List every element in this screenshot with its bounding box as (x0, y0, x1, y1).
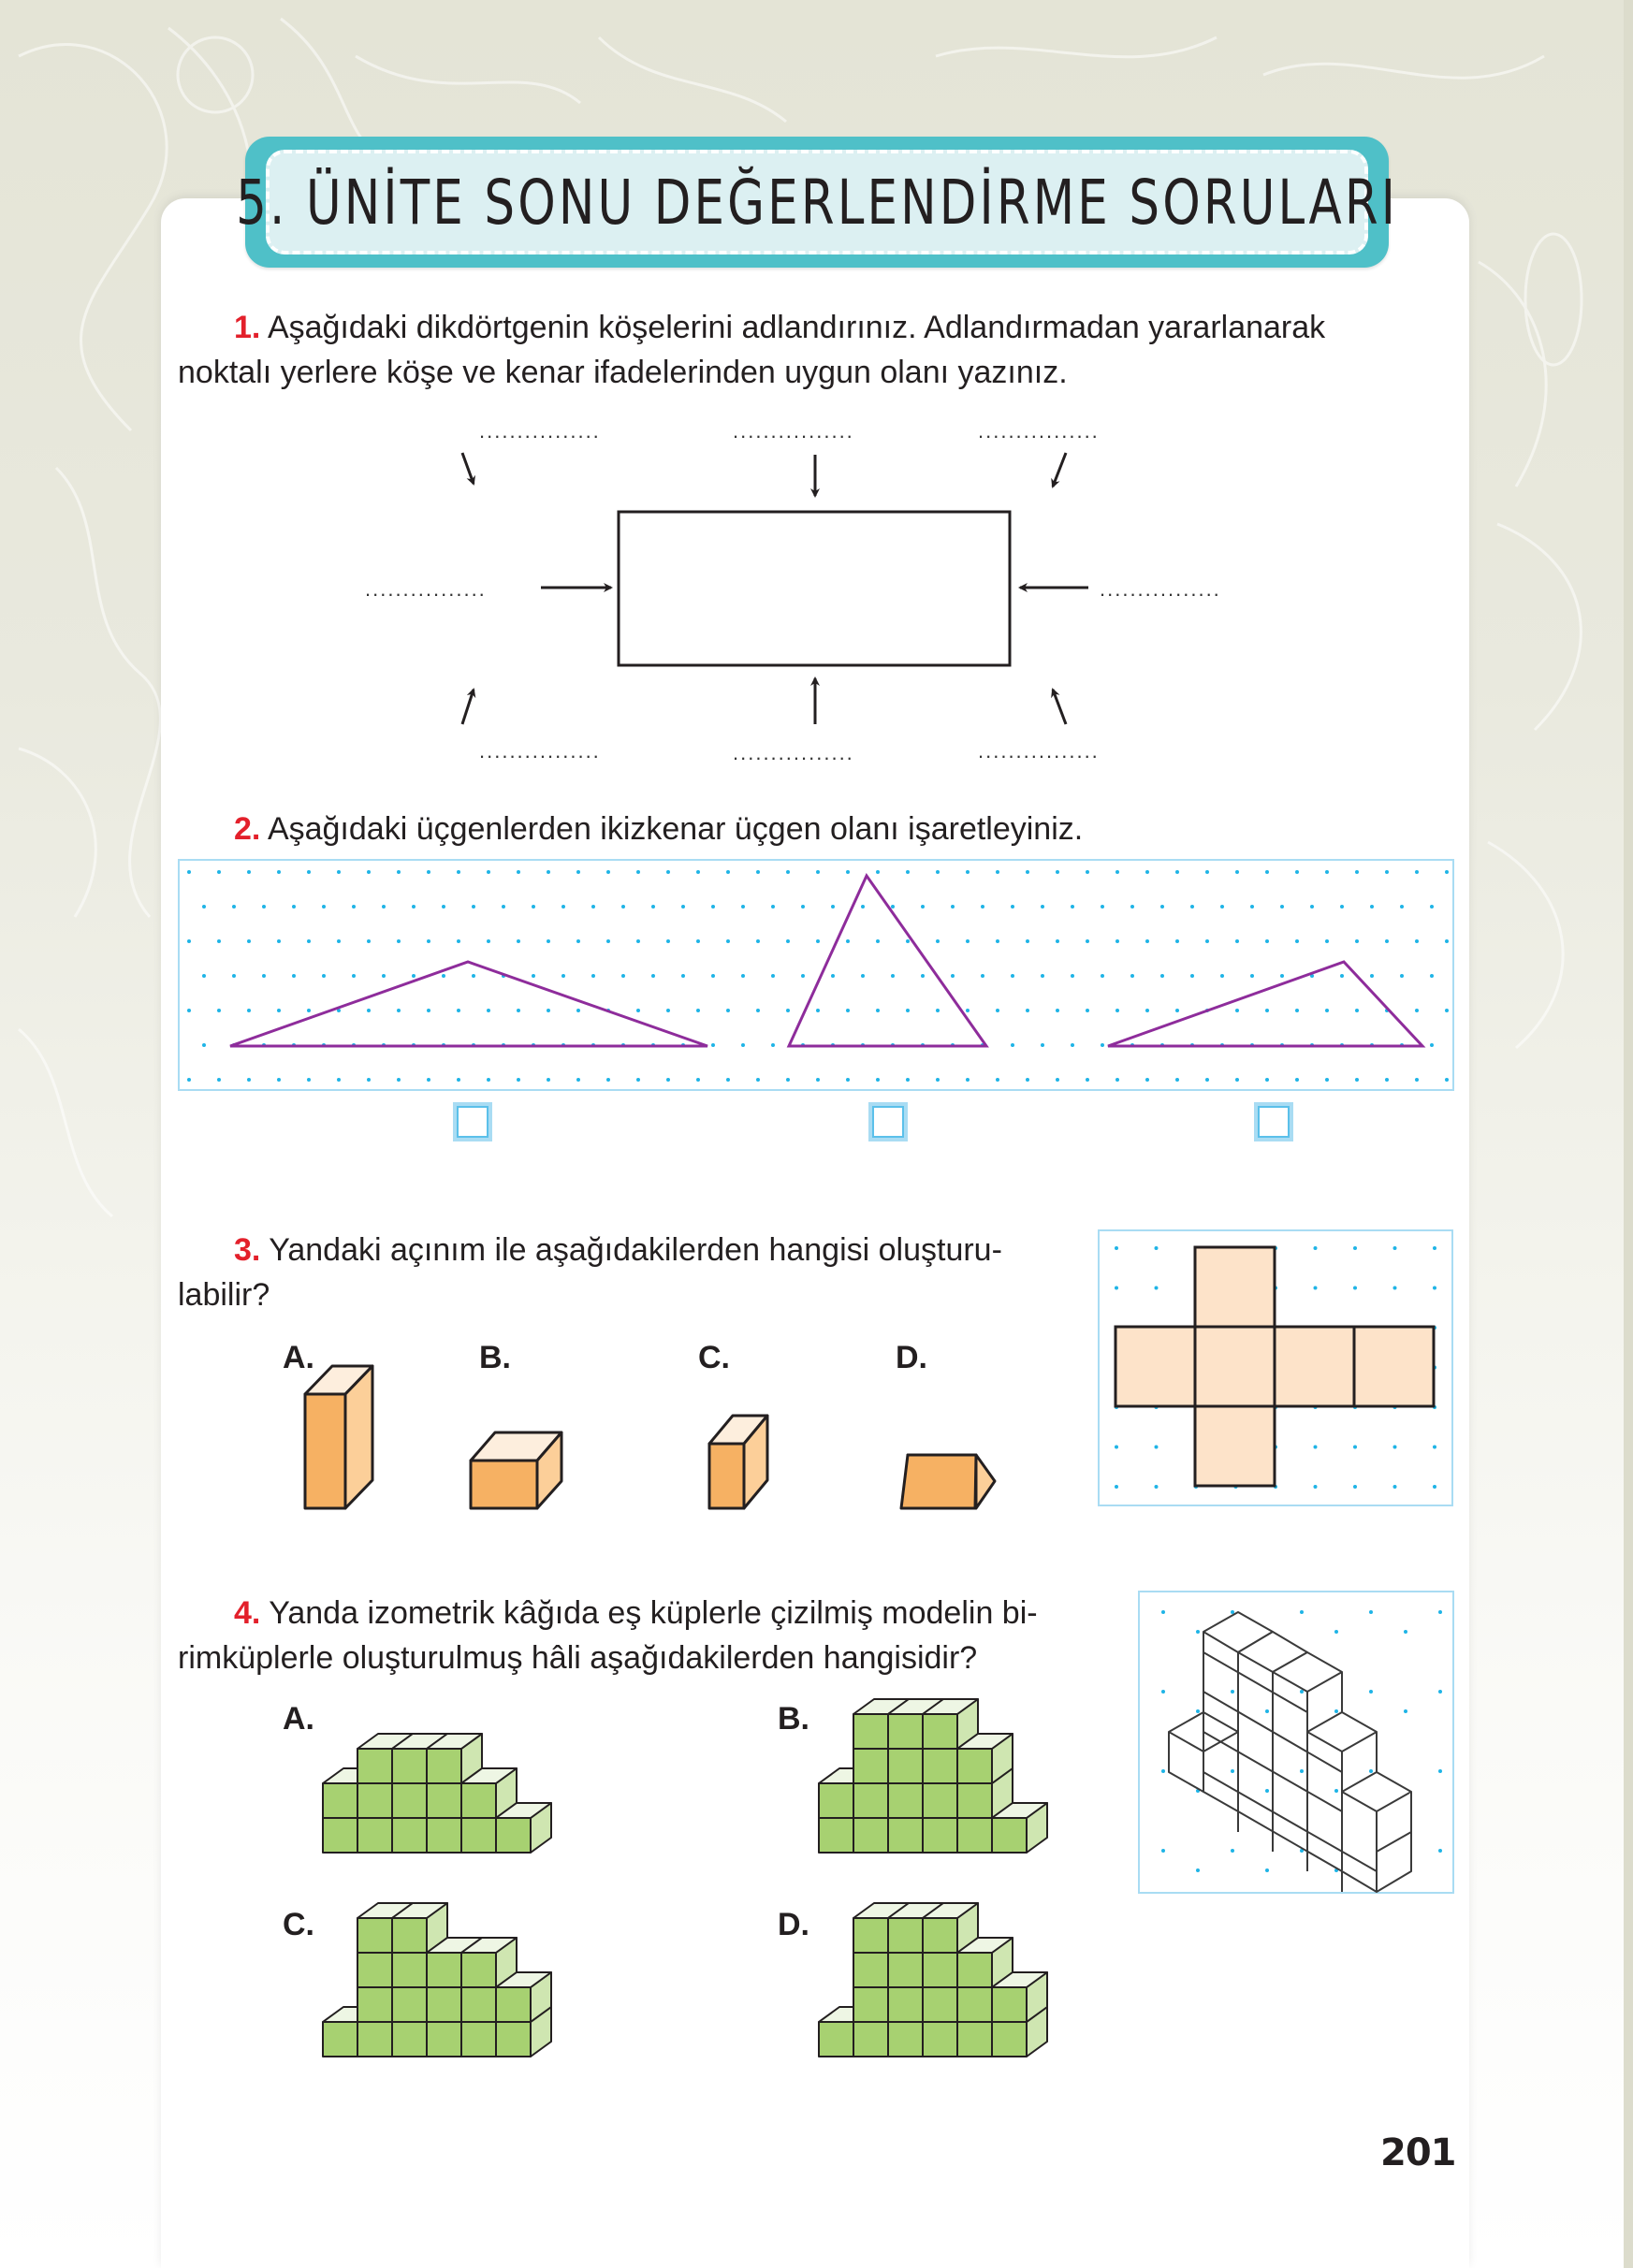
blank-left[interactable]: ................ (365, 577, 487, 601)
question-2-text (234, 807, 1451, 851)
checkbox-triangle-2[interactable] (868, 1102, 908, 1141)
dot-grid-triangles (178, 859, 1454, 1091)
q3-option-d-label[interactable]: D. (896, 1340, 927, 1375)
q4-option-c-label[interactable]: C. (283, 1907, 314, 1942)
q3-option-a-label[interactable]: A. (283, 1340, 314, 1375)
question-4-line1: Yanda izometrik kâğıda eş küplerle çizilmiş modelin bi- (269, 1595, 1038, 1631)
checkbox-triangle-1[interactable] (453, 1102, 492, 1141)
solid-option-d (901, 1455, 995, 1508)
solid-option-b (471, 1432, 561, 1508)
blank-top-left[interactable]: ................ (479, 419, 601, 443)
page-number: 201 (1380, 2131, 1456, 2174)
q4-option-a-label[interactable]: A. (283, 1701, 314, 1737)
question-1-line2: noktalı yerlere köşe ve kenar ifadelerinden uygun olanı yazınız. (178, 355, 1068, 390)
question-2-prompt: Aşağıdaki üçgenlerden ikizkenar üçgen olanı işaretleyiniz. (267, 811, 1084, 847)
blank-right[interactable]: ................ (1100, 577, 1221, 601)
question-3-number: 3. (234, 1232, 261, 1268)
question-1-number: 1. (234, 310, 261, 345)
rectangle-shape (619, 512, 1010, 665)
q4-option-d-cubes[interactable] (819, 1907, 1062, 2066)
q4-option-c-cubes[interactable] (323, 1907, 566, 2066)
blank-top-right[interactable]: ................ (978, 419, 1100, 443)
rectangle-diagram (0, 0, 1633, 842)
q3-option-b-label[interactable]: B. (479, 1340, 511, 1375)
question-3-line1: Yandaki açınım ile aşağıdakilerden hangisi oluşturu- (269, 1232, 1002, 1268)
cube-net (1098, 1229, 1453, 1506)
question-1-line1: Aşağıdaki dikdörtgenin köşelerini adlandırınız. Adlandırmadan yararlanarak (267, 310, 1326, 345)
question-4-number: 4. (234, 1595, 261, 1631)
blank-bottom-right[interactable]: ................ (978, 739, 1100, 763)
question-2-number: 2. (234, 811, 261, 847)
page-title: 5. ÜNİTE SONU DEĞERLENDİRME SORULARI (236, 166, 1398, 239)
q4-option-a-cubes[interactable] (323, 1703, 566, 1862)
q3-option-c-label[interactable]: C. (698, 1340, 730, 1375)
checkbox-triangle-3[interactable] (1254, 1102, 1293, 1141)
q4-option-b-label[interactable]: B. (778, 1701, 809, 1737)
q4-option-d-label[interactable]: D. (778, 1907, 809, 1942)
solid-option-a (305, 1366, 372, 1508)
blank-top-middle[interactable]: ................ (733, 419, 854, 443)
isometric-model (1138, 1591, 1454, 1894)
question-3-text (178, 1228, 1076, 1272)
blank-bottom-left[interactable]: ................ (479, 739, 601, 763)
solid-option-c (709, 1416, 767, 1508)
q4-option-b-cubes[interactable] (819, 1703, 1062, 1862)
question-3-line2: labilir? (178, 1277, 270, 1313)
blank-bottom-middle[interactable]: ................ (733, 741, 854, 764)
question-4-line2: rimküplerle oluşturulmuş hâli aşağıdakilerden hangisidir? (178, 1640, 978, 1676)
question-4-text (178, 1591, 1114, 1636)
